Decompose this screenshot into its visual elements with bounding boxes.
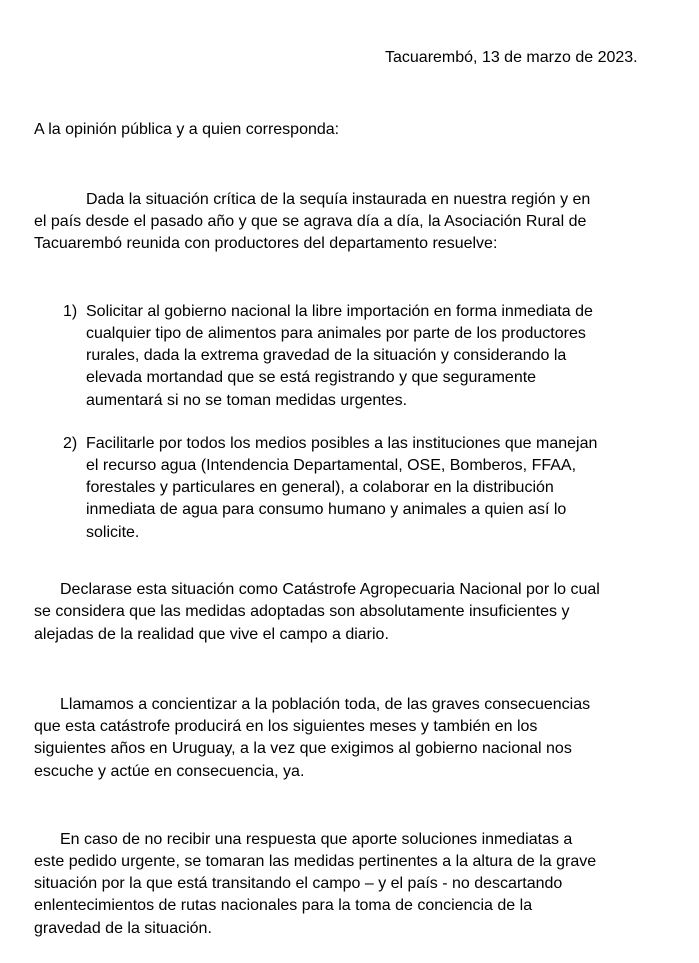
declaration-line: se considera que las medidas adoptadas son absolutamente insuficientes y xyxy=(34,603,570,620)
resolution-line: aumentará si no se toman medidas urgentes. xyxy=(86,392,408,409)
salutation: A la opinión pública y a quien corresponda: xyxy=(34,121,340,138)
warning-line: gravedad de la situación. xyxy=(34,920,212,937)
resolution-line: cualquier tipo de alimentos para animales por parte de los productores xyxy=(86,325,586,342)
appeal-line: escuche y actúe en consecuencia, ya. xyxy=(34,763,305,780)
resolution-number: 2) xyxy=(63,435,78,452)
resolution-line: Facilitarle por todos los medios posibles a las instituciones que manejan xyxy=(86,435,598,452)
warning-line: situación por la que está transitando el campo – y el país - no descartando xyxy=(34,875,563,892)
appeal-line: Llamamos a concientizar a la población toda, de las graves consecuencias xyxy=(60,696,591,713)
place-date: Tacuarembó, 13 de marzo de 2023. xyxy=(385,49,638,66)
warning-line: enlentecimientos de rutas nacionales para la toma de conciencia de la xyxy=(34,897,533,914)
resolution-line: rurales, dada la extrema gravedad de la situación y considerando la xyxy=(86,347,567,364)
resolution-line: forestales y particulares en general), a colaborar en la distribución xyxy=(86,479,554,496)
warning-line: En caso de no recibir una respuesta que aporte soluciones inmediatas a xyxy=(60,831,573,848)
declaration-line: alejadas de la realidad que vive el campo a diario. xyxy=(34,626,389,643)
resolution-line: Solicitar al gobierno nacional la libre importación en forma inmediata de xyxy=(86,303,593,320)
intro-line: Dada la situación crítica de la sequía instaurada en nuestra región y en xyxy=(86,191,591,208)
appeal-line: siguientes años en Uruguay, a la vez que exigimos al gobierno nacional nos xyxy=(34,740,572,757)
declaration-line: Declarase esta situación como Catástrofe Agropecuaria Nacional por lo cual xyxy=(60,581,600,598)
resolution-line: inmediata de agua para consumo humano y animales a quien así lo xyxy=(86,501,567,518)
intro-line: el país desde el pasado año y que se agrava día a día, la Asociación Rural de xyxy=(34,213,587,230)
resolution-number: 1) xyxy=(63,303,78,320)
resolution-line: solicite. xyxy=(86,524,140,541)
resolution-line: elevada mortandad que se está registrando y que seguramente xyxy=(86,369,537,386)
appeal-line: que esta catástrofe producirá en los siguientes meses y también en los xyxy=(34,718,538,735)
resolution-line: el recurso agua (Intendencia Departamental, OSE, Bomberos, FFAA, xyxy=(86,457,577,474)
warning-line: este pedido urgente, se tomaran las medidas pertinentes a la altura de la grave xyxy=(34,853,597,870)
intro-line: Tacuarembó reunida con productores del departamento resuelve: xyxy=(34,235,498,252)
